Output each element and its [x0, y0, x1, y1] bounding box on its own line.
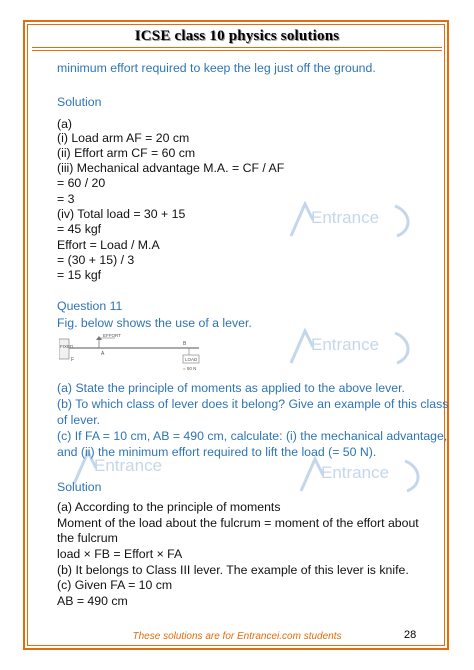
text-line: (a) — [57, 117, 73, 131]
text-line: (c) Given FA = 10 cm — [57, 578, 173, 592]
header-rule-top — [32, 47, 442, 48]
text-line: of lever. — [57, 413, 101, 427]
question-heading: Question 11 — [57, 299, 123, 313]
text-line: and (ii) the minimum effort required to lift the load (= 50 N). — [57, 445, 377, 459]
text-line: (iii) Mechanical advantage M.A. = CF / AF — [57, 161, 285, 175]
text-line: Moment of the load about the fulcrum = moment of the effort about — [57, 516, 419, 530]
text-line: the fulcrum — [57, 531, 118, 545]
header-rule-bottom — [32, 50, 442, 51]
fixed-label: FIXED — [60, 344, 74, 349]
watermark-text: Entrance — [94, 456, 163, 475]
point-b-label: B — [183, 341, 187, 347]
watermark-text: Entrance — [311, 208, 380, 227]
page-footer: These solutions are for Entrancei.com students — [132, 631, 342, 642]
text-line: = 45 kgf — [57, 222, 102, 236]
text-line: (iv) Total load = 30 + 15 — [57, 207, 186, 221]
load-value: = 50 N — [183, 366, 197, 371]
section-heading: Solution — [57, 480, 102, 494]
text-line: (a) According to the principle of moments — [57, 500, 281, 514]
watermark-logo — [295, 455, 435, 495]
watermark-text: Entrance — [321, 463, 390, 482]
text-line: (i) Load arm AF = 20 cm — [57, 131, 190, 145]
text-line: = (30 + 15) / 3 — [57, 253, 135, 267]
text-line: AB = 490 cm — [57, 594, 128, 608]
text-line: (a) State the principle of moments as applied to the above lever. — [57, 381, 405, 395]
text-line: Fig. below shows the use of a lever. — [57, 316, 252, 330]
fixed-support — [59, 339, 69, 359]
text-line: (b) It belongs to Class III lever. The example of this lever is knife. — [57, 563, 409, 577]
text-line: minimum effort required to keep the leg just off the ground. — [57, 61, 376, 75]
load-label: LOAD — [185, 357, 198, 362]
text-line: = 60 / 20 — [57, 176, 106, 190]
fulcrum-label: F — [71, 357, 75, 363]
lever-figure — [59, 333, 209, 375]
section-heading: Solution — [57, 95, 102, 109]
page-number: 28 — [404, 629, 417, 641]
page-title: ICSE class 10 physics solutions — [134, 28, 340, 44]
text-line: = 15 kgf — [57, 268, 102, 282]
watermark-logo — [285, 327, 425, 367]
watermark-logo — [285, 200, 425, 240]
point-a-label: A — [101, 351, 105, 357]
text-line: = 3 — [57, 192, 75, 206]
effort-label: EFFORT — [103, 333, 121, 338]
text-line: (b) To which class of lever does it belong? Give an example of this class — [57, 397, 449, 411]
text-line: (ii) Effort arm CF = 60 cm — [57, 146, 196, 160]
text-line: (c) If FA = 10 cm, AB = 490 cm, calculate: (i) the mechanical advantage, — [57, 429, 448, 443]
text-line: Effort = Load / M.A — [57, 238, 160, 252]
watermark-text: Entrance — [311, 335, 380, 354]
text-line: load × FB = Effort × FA — [57, 547, 183, 561]
